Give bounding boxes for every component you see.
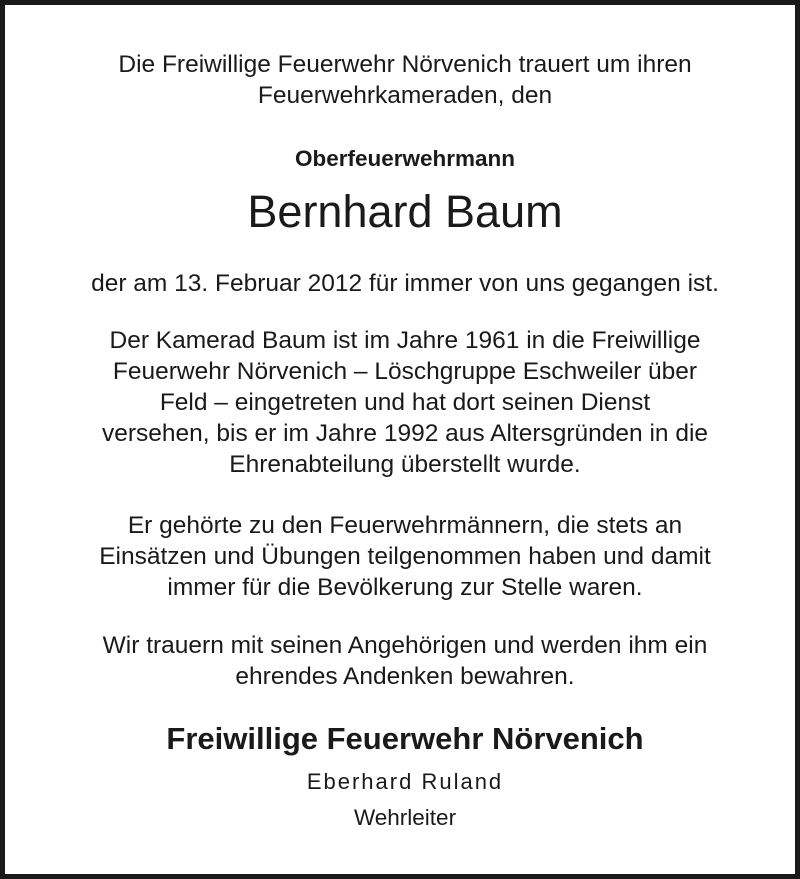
service-line-1: Der Kamerad Baum ist im Jahre 1961 in die Freiwillige	[109, 327, 701, 354]
intro-line-1: Die Freiwillige Feuerwehr Nörvenich trauert um ihren	[118, 51, 692, 78]
signer-name: Eberhard Ruland	[306, 769, 504, 794]
organization-name: Freiwillige Feuerwehr Nörvenich	[166, 721, 644, 756]
death-date-line: der am 13. Februar 2012 für immer von uns gegangen ist.	[91, 270, 719, 297]
service-line-4: versehen, bis er im Jahre 1992 aus Altersgründen in die	[101, 420, 709, 447]
intro-line-2: Feuerwehrkameraden, den	[257, 82, 553, 109]
signer-role: Wehrleiter	[353, 805, 457, 830]
rank-title: Oberfeuerwehrmann	[294, 146, 516, 171]
mourning-line-2: ehrendes Andenken bewahren.	[235, 663, 575, 690]
tribute-line-3: immer für die Bevölkerung zur Stelle waren.	[167, 574, 643, 601]
tribute-line-2: Einsätzen und Übungen teilgenommen haben und damit	[99, 543, 711, 570]
service-line-5: Ehrenabteilung überstellt wurde.	[229, 451, 581, 478]
deceased-name: Bernhard Baum	[247, 186, 563, 237]
service-line-2: Feuerwehr Nörvenich – Löschgruppe Eschweiler über	[112, 358, 698, 385]
service-line-3: Feld – eingetreten und hat dort seinen Dienst	[159, 389, 651, 416]
mourning-line-1: Wir trauern mit seinen Angehörigen und werden ihm ein	[102, 632, 708, 659]
tribute-line-1: Er gehörte zu den Feuerwehrmännern, die stets an	[127, 512, 683, 539]
